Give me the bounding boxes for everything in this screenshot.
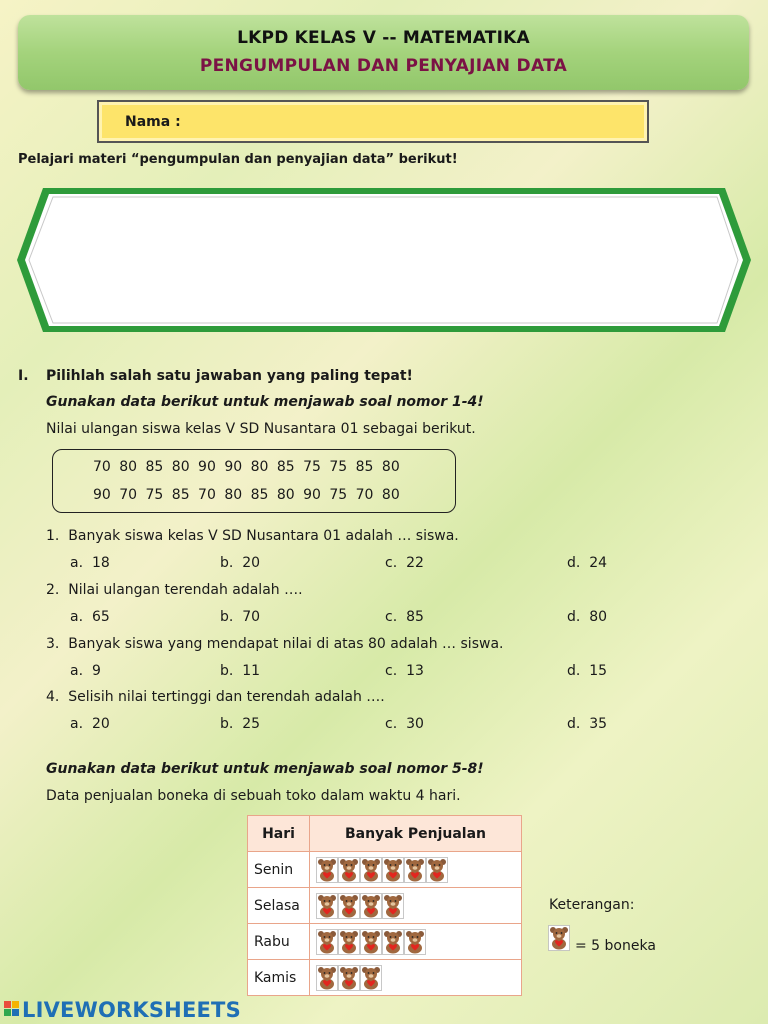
teddy-bear-icon: [316, 965, 338, 991]
intro-text-2: Data penjualan boneka di sebuah toko dalam waktu 4 hari.: [46, 788, 461, 804]
instruction-text: Pelajari materi “pengumpulan dan penyajian data” berikut!: [18, 152, 458, 167]
subheading-1: Gunakan data berikut untuk menjawab soal nomor 1-4!: [46, 394, 484, 410]
teddy-bear-icon: [382, 857, 404, 883]
teddy-bear-icon: [404, 929, 426, 955]
teddy-bear-icon: [316, 893, 338, 919]
teddy-bear-icon: [360, 857, 382, 883]
teddy-bear-icon: [360, 893, 382, 919]
question-text: Banyak siswa kelas V SD Nusantara 01 adalah … siswa.: [68, 528, 459, 544]
day-cell: Selasa: [248, 888, 310, 924]
liveworksheets-logo[interactable]: LIVEWORKSHEETS: [22, 998, 241, 1022]
data-row: 70 80 85 80 90 90 80 85 75 75 85 80: [93, 459, 400, 475]
teddy-bear-icon: [426, 857, 448, 883]
option-c[interactable]: c. 13: [385, 663, 424, 679]
section-number: I.: [18, 368, 29, 384]
teddy-bear-icon: [338, 893, 360, 919]
teddy-bear-icon: [382, 929, 404, 955]
option-c[interactable]: c. 30: [385, 716, 424, 732]
option-d[interactable]: d. 80: [567, 609, 608, 625]
teddy-bear-icon: [360, 965, 382, 991]
option-d[interactable]: d. 24: [567, 555, 608, 571]
question-2: [46, 582, 303, 598]
pictograph-cell: [310, 888, 522, 924]
sales-table: [247, 815, 522, 996]
teddy-bear-icon: [404, 857, 426, 883]
question-number: 1.: [46, 528, 60, 544]
option-d[interactable]: d. 15: [567, 663, 608, 679]
question-number: 3.: [46, 636, 60, 652]
pictograph-cell: [310, 924, 522, 960]
teddy-bear-icon: [360, 929, 382, 955]
question-4: [46, 689, 385, 705]
option-c[interactable]: c. 85: [385, 609, 424, 625]
legend-value: = 5 boneka: [575, 938, 656, 954]
question-number: 4.: [46, 689, 60, 705]
material-panel: [15, 186, 753, 336]
column-header-sales: Banyak Penjualan: [310, 816, 522, 852]
page-title: LKPD KELAS V -- MATEMATIKA: [237, 28, 530, 48]
pictograph-cell: [310, 852, 522, 888]
table-row: [248, 960, 522, 996]
teddy-bear-icon: [382, 893, 404, 919]
teddy-bear-icon: [338, 929, 360, 955]
question-text: Selisih nilai tertinggi dan terendah adalah ….: [68, 689, 385, 705]
data-box: [52, 449, 456, 513]
teddy-bear-icon: [316, 929, 338, 955]
day-cell: Kamis: [248, 960, 310, 996]
day-cell: Senin: [248, 852, 310, 888]
table-row: [248, 852, 522, 888]
option-a[interactable]: a. 20: [70, 716, 110, 732]
option-c[interactable]: c. 22: [385, 555, 424, 571]
liveworksheets-logo-icon: [4, 1001, 20, 1017]
option-a[interactable]: a. 18: [70, 555, 110, 571]
section-heading: Pilihlah salah satu jawaban yang paling tepat!: [46, 368, 413, 384]
day-cell: Rabu: [248, 924, 310, 960]
teddy-bear-icon: [338, 857, 360, 883]
intro-text-1: Nilai ulangan siswa kelas V SD Nusantara 01 sebagai berikut.: [46, 421, 476, 437]
option-b[interactable]: b. 70: [220, 609, 261, 625]
teddy-bear-icon: [548, 925, 570, 951]
table-row: [248, 924, 522, 960]
teddy-bear-icon: [316, 857, 338, 883]
teddy-bear-icon: [338, 965, 360, 991]
legend-title: Keterangan:: [549, 897, 635, 913]
header-banner: [18, 15, 749, 90]
option-b[interactable]: b. 25: [220, 716, 261, 732]
question-1: [46, 528, 459, 544]
data-row: 90 70 75 85 70 80 85 80 90 75 70 80: [93, 487, 400, 503]
question-3: [46, 636, 503, 652]
option-b[interactable]: b. 11: [220, 663, 261, 679]
option-a[interactable]: a. 65: [70, 609, 110, 625]
question-number: 2.: [46, 582, 60, 598]
name-label: Nama :: [125, 114, 181, 130]
question-text: Banyak siswa yang mendapat nilai di atas 80 adalah … siswa.: [68, 636, 504, 652]
page-subtitle: PENGUMPULAN DAN PENYAJIAN DATA: [199, 56, 568, 76]
pictograph-cell: [310, 960, 522, 996]
table-row: [248, 888, 522, 924]
question-text: Nilai ulangan terendah adalah ….: [68, 582, 303, 598]
option-d[interactable]: d. 35: [567, 716, 608, 732]
column-header-day: Hari: [248, 816, 310, 852]
option-b[interactable]: b. 20: [220, 555, 261, 571]
option-a[interactable]: a. 9: [70, 663, 101, 679]
table-header-row: [248, 816, 522, 852]
subheading-2: Gunakan data berikut untuk menjawab soal nomor 5-8!: [46, 761, 484, 777]
name-field[interactable]: [97, 100, 649, 143]
